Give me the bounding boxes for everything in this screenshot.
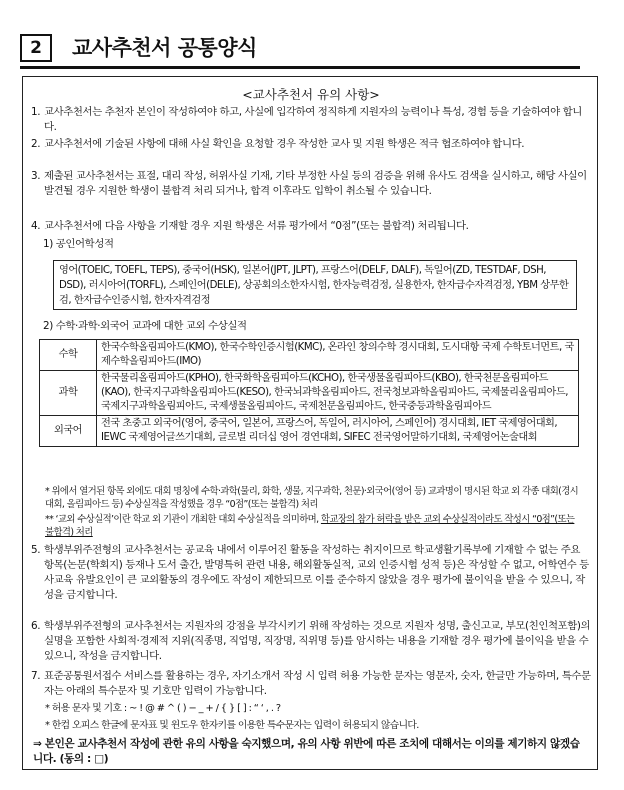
- item-number: 4.: [31, 220, 41, 232]
- item-text: 제출된 교사추천서는 표절, 대리 작성, 허위사실 기재, 기타 부정한 사실 등의 검증을 위해 유사도 검색을 실시하고, 해당 사실이 발견될 경우 지원한 학생이 불합격 처리 되거나, 합격 이후라도 입학이 취소될 수 있습니다.: [44, 170, 587, 197]
- award-category: 과학: [40, 371, 97, 416]
- allowed-characters: * 허용 문자 및 기호 : ~ ! @ # ^ ( ) − _ + / { } [ ] : “ ‘ , . ?: [45, 703, 281, 714]
- item-text: 표준공통원서접수 서비스를 활용하는 경우, 자기소개서 작성 시 입력 허용 가능한 문자는 영문자, 숫자, 한글만 가능하며, 특수문자는 아래의 특수문자 및 기호만 입력이 가능합니다.: [44, 670, 591, 697]
- notice-item-1: [31, 105, 591, 135]
- notice-title: <교사추천서 유의 사항>: [242, 87, 380, 102]
- item-text: 학생부위주전형의 교사추천서는 공교육 내에서 이루어진 활동을 작성하는 취지이므로 학교생활기록부에 기재할 수 없는 주요 항목(논문(학회지) 등재나 도서 출간, 발명특허 관련 내용, 해외활동실적, 교외 인증시험 성적 등)은 작성할 수 없고, 어학연수 등 사교육 유발요인이 큰 교외활동의 경우에도 작성이 제한되므로 이를 준수하지 않았을 경우 평가에 불이익을 받을 수 있으니, 작성을 금지합니다.: [44, 544, 589, 601]
- footnote-underlined: 학교장의 참가 허락을 받은 교외 수상실적이라도 작성시 “0점”(또는 불합격) 처리: [45, 514, 575, 538]
- table-row: [40, 371, 579, 416]
- table-row: [40, 340, 579, 371]
- item-number: 1.: [31, 106, 41, 118]
- notice-item-7: [31, 669, 591, 699]
- hancom-note: * 한컴 오피스 한글에 문자표 및 윈도우 한자키를 이용한 특수문자는 입력이 허용되지 않습니다.: [45, 720, 419, 731]
- awards-table: [39, 339, 579, 447]
- sub-heading-awards: 2) 수학·과학·외국어 교과에 대한 교외 수상실적: [43, 320, 247, 332]
- notice-item-3: [31, 169, 591, 199]
- award-list: 한국수학올림피아드(KMO), 한국수학인증시험(KMC), 온라인 창의수학 경시대회, 도시대항 국제 수학토너먼트, 국제수학올림피아드(IMO): [97, 340, 579, 371]
- item-text: 학생부위주전형의 교사추천서는 지원자의 강점을 부각시키기 위해 작성하는 것으로 지원자 성명, 출신고교, 부모(친인척포함)의 실명을 포함한 사회적·경제적 지위(직종명, 직업명, 직장명, 직위명 등)를 암시하는 내용을 기재할 경우 평가에 불이익을 받을 수 있으니, 작성을 금지합니다.: [44, 620, 591, 662]
- language-tests-box: 영어(TOEIC, TOEFL, TEPS), 중국어(HSK), 일본어(JPT, JLPT), 프랑스어(DELF, DALF), 독일어(ZD, TESTDAF, DSH, DSD), 러시아어(TORFL), 스페인어(DELE), 상공회의소한자시험, 한자능력검정, 실용한자, 한자급수자격검정, YBM 상무한검, 한자급수인증시험, 한자자격검정: [53, 260, 577, 310]
- notice-item-5: [31, 543, 591, 603]
- notice-item-4: [31, 219, 591, 234]
- item-text: 교사추천서는 추천자 본인이 작성하여야 하고, 사실에 입각하여 정직하게 지원자의 능력이나 특성, 경험 등을 기술하여야 합니다.: [44, 106, 582, 133]
- item-number: 2.: [31, 138, 41, 150]
- item-number: 7.: [31, 670, 41, 682]
- item-text: 교사추천서에 다음 사항을 기재할 경우 지원 학생은 서류 평가에서 “0점”(또는 불합격) 처리됩니다.: [44, 220, 469, 232]
- award-footnote-2: [45, 513, 585, 539]
- agreement-statement: ⇒ 본인은 교사추천서 작성에 관한 유의 사항을 숙지했으며, 유의 사항 위반에 따른 조치에 대해서는 이의를 제기하지 않겠습니다. (동의 : □): [33, 738, 580, 765]
- sub-heading-language: 1) 공인어학성적: [43, 238, 114, 250]
- award-category: 외국어: [40, 416, 97, 447]
- award-category: 수학: [40, 340, 97, 371]
- section-header: [20, 34, 580, 62]
- notice-item-2: [31, 137, 591, 152]
- title-underline: [20, 66, 580, 69]
- footnote-text: ** ‘교외 수상실적’이란 학교 외 기관이 개최한 대회 수상실적을 의미하며,: [45, 514, 321, 525]
- section-title: 교사추천서 공통양식: [72, 36, 257, 60]
- award-footnote-1: * 위에서 열거된 항목 외에도 대회 명칭에 수학·과학(물리, 화학, 생물, 지구과학, 천문)·외국어(영어 등) 교과명이 명시된 학교 외 각종 대회(경시대회, 올림피아드 등) 수상실적을 작성했을 경우 “0점”(또는 불합격) 처리: [45, 486, 579, 510]
- item-number: 5.: [31, 544, 41, 556]
- award-list: 한국물리올림피아드(KPHO), 한국화학올림피아드(KCHO), 한국생물올림피아드(KBO), 한국천문올림피아드(KAO), 한국지구과학올림피아드(KESO), 한국뇌과학올림피아드, 전국청보과학올림피아드, 국제물리올림피아드, 국제지구과학올림피아드, 국제생물올림피아드, 국제천문올림피아드, 한국중등과학올림피아드: [97, 371, 579, 416]
- notice-item-6: [31, 619, 591, 664]
- table-row: [40, 416, 579, 447]
- notice-box: [22, 76, 598, 770]
- item-number: 3.: [31, 170, 41, 182]
- item-text: 교사추천서에 기술된 사항에 대해 사실 확인을 요청할 경우 작성한 교사 및 지원 학생은 적극 협조하여야 합니다.: [44, 138, 525, 150]
- item-number: 6.: [31, 620, 41, 632]
- section-number: 2: [20, 34, 52, 62]
- award-list: 전국 초중고 외국어(영어, 중국어, 일본어, 프랑스어, 독일어, 러시아어, 스페인어) 경시대회, IET 국제영어대회, IEWC 국제영어글쓰기대회, 글로벌 리더십 영어 경연대회, SIFEC 전국영어말하기대회, 국제영어논술대회: [97, 416, 579, 447]
